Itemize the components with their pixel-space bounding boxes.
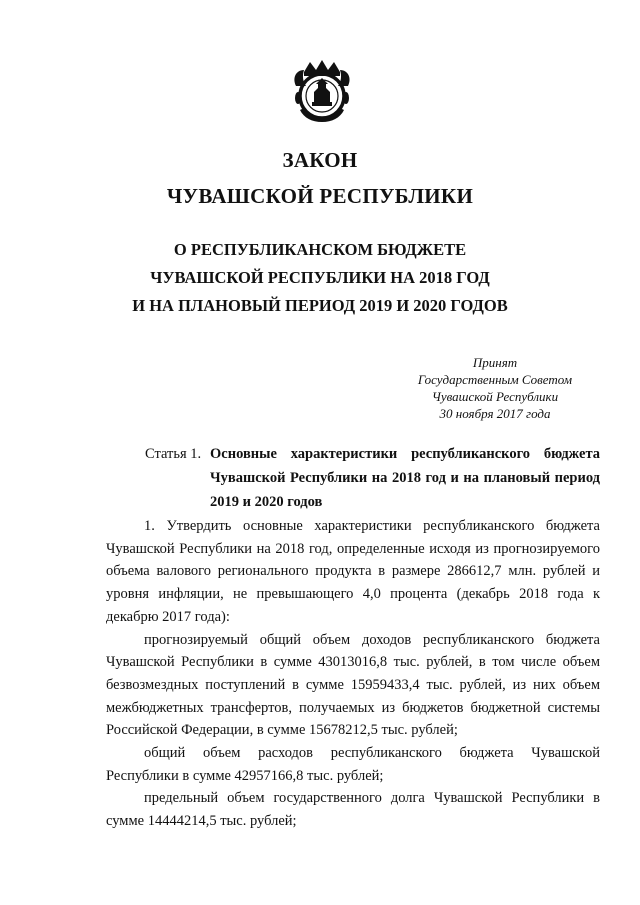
law-subject-line-1: О РЕСПУБЛИКАНСКОМ БЮДЖЕТЕ <box>173 240 467 259</box>
law-subject-line-3: И НА ПЛАНОВЫЙ ПЕРИОД 2019 И 2020 ГОДОВ <box>132 296 508 315</box>
paragraph: прогнозируемый общий объем доходов республиканского бюджета Чувашской Республики в сумме 43013016,8 тыс. рублей, в том числе объем безвозмездных поступлений в сумме 15959433,4 тыс. рублей, из них объем межбюджетных трансфертов, получаемых из бюджетов бюджетной системы Российской Федерации, в сумме 15678212,5 тыс. рублей; <box>106 631 600 739</box>
paragraph: общий объем расходов республиканского бюджета Чувашской Республики в сумме 42957166,8 тыс. рублей; <box>106 745 600 784</box>
chuvash-republic-coat-of-arms-icon <box>290 58 354 124</box>
adoption-line-3: Чувашской Республики <box>431 389 559 404</box>
paragraph: предельный объем государственного долга Чувашской Республики в сумме 14444214,5 тыс. рублей; <box>106 790 600 830</box>
article-title: Основные характеристики республиканского бюджета Чувашской Республики на 2018 год и на плановый период 2019 и 2020 годов <box>210 446 600 510</box>
adoption-note <box>395 354 595 422</box>
adoption-line-2: Государственным Советом <box>417 372 573 387</box>
article-heading <box>145 442 600 514</box>
paragraph: 1. Утвердить основные характеристики республиканского бюджета Чувашской Республики на 2018 год, определенные исходя из прогнозируемого объема валового регионального продукта в размере 286612,7 млн. рублей и уровня инфляции, не превышающего 4,0 процента (декабрь 2018 года к декабрю 2017 года): <box>106 518 600 625</box>
adoption-line-1: Принят <box>472 355 518 370</box>
law-title-republic: ЧУВАШСКОЙ РЕСПУБЛИКИ <box>166 184 474 208</box>
adoption-date: 30 ноября 2017 года <box>439 406 551 421</box>
article-body <box>106 515 600 833</box>
law-title: ЗАКОН <box>282 148 358 172</box>
law-subject-line-2: ЧУВАШСКОЙ РЕСПУБЛИКИ НА 2018 ГОД <box>150 268 490 287</box>
article-number: Статья 1. <box>145 446 202 462</box>
